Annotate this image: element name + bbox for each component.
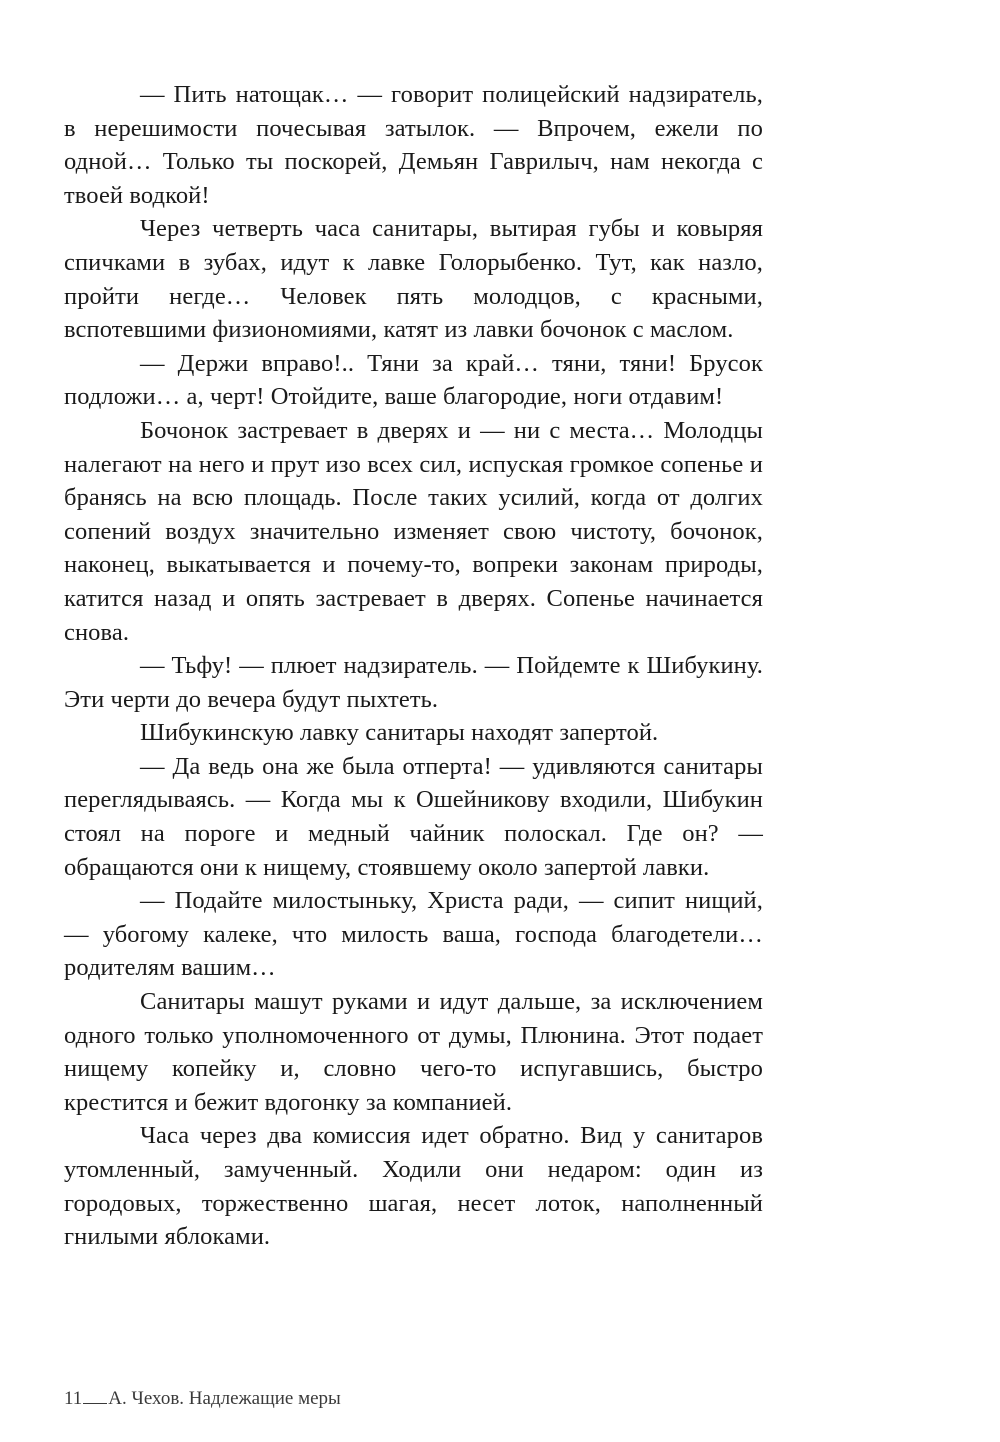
page-number: 11	[64, 1388, 83, 1409]
paragraph: — Пить натощак… — говорит полицейский надзиратель, в нерешимости почесывая затылок. — Впрочем, ежели по одной… Только ты поскорей, Демьян Гаврилыч, нам некогда с твоей водкой!	[64, 81, 763, 209]
paragraph: — Подайте милостыньку, Христа ради, — сипит нищий, — убогому калеке, что милость ваша, господа благодетели… родителям вашим…	[64, 887, 763, 982]
paragraph: — Держи вправо!.. Тяни за край… тяни, тяни! Брусок подложи… а, черт! Отойдите, ваше благородие, ноги отдавим!	[64, 349, 763, 411]
paragraph: Часа через два комиссия идет обратно. Вид у санитаров утомленный, замученный. Ходили они недаром: один из городовых, торжественно шагая, несет лоток, наполненный гнилыми яблоками.	[64, 1122, 763, 1251]
page-body	[64, 78, 763, 1254]
footer-separator	[83, 1403, 107, 1404]
paragraph: Санитары машут руками и идут дальше, за исключением одного только уполномоченного от думы, Плюнина. Этот подает нищему копейку и, словно чего-то испугавшись, быстро крестится и бежит вдогонку за компанией.	[64, 988, 763, 1116]
paragraph: — Тьфу! — плюет надзиратель. — Пойдемте к Шибукину. Эти черти до вечера будут пыхтеть.	[64, 652, 763, 713]
paragraph: Через четверть часа санитары, вытирая губы и ковыряя спичками в зубах, идут к лавке Голорыбенко. Тут, как назло, пройти негде… Человек пять молодцов, с красными, вспотевшими физиономиями, катят из лавки бочонок с маслом.	[64, 215, 763, 344]
paragraph: Бочонок застревает в дверях и — ни с места… Молодцы налегают на него и прут изо всех сил, испуская громкое сопенье и бранясь на всю площадь. После таких усилий, когда от долгих сопений воздух значительно изменяет свою чистоту, бочонок, наконец, выкатывается и почему-то, вопреки законам природы, катится назад и опять застревает в дверях. Сопенье начинается снова.	[64, 416, 763, 646]
running-title: А. Чехов. Надлежащие меры	[108, 1388, 341, 1409]
page-footer	[64, 1388, 341, 1410]
paragraph: Шибукинскую лавку санитары находят запертой.	[140, 719, 659, 747]
paragraph: — Да ведь она же была отперта! — удивляются санитары переглядываясь. — Когда мы к Ошейникову входили, Шибукин стоял на пороге и медный чайник полоскал. Где он? — обращаются они к нищему, стоявшему около запертой лавки.	[64, 752, 763, 881]
